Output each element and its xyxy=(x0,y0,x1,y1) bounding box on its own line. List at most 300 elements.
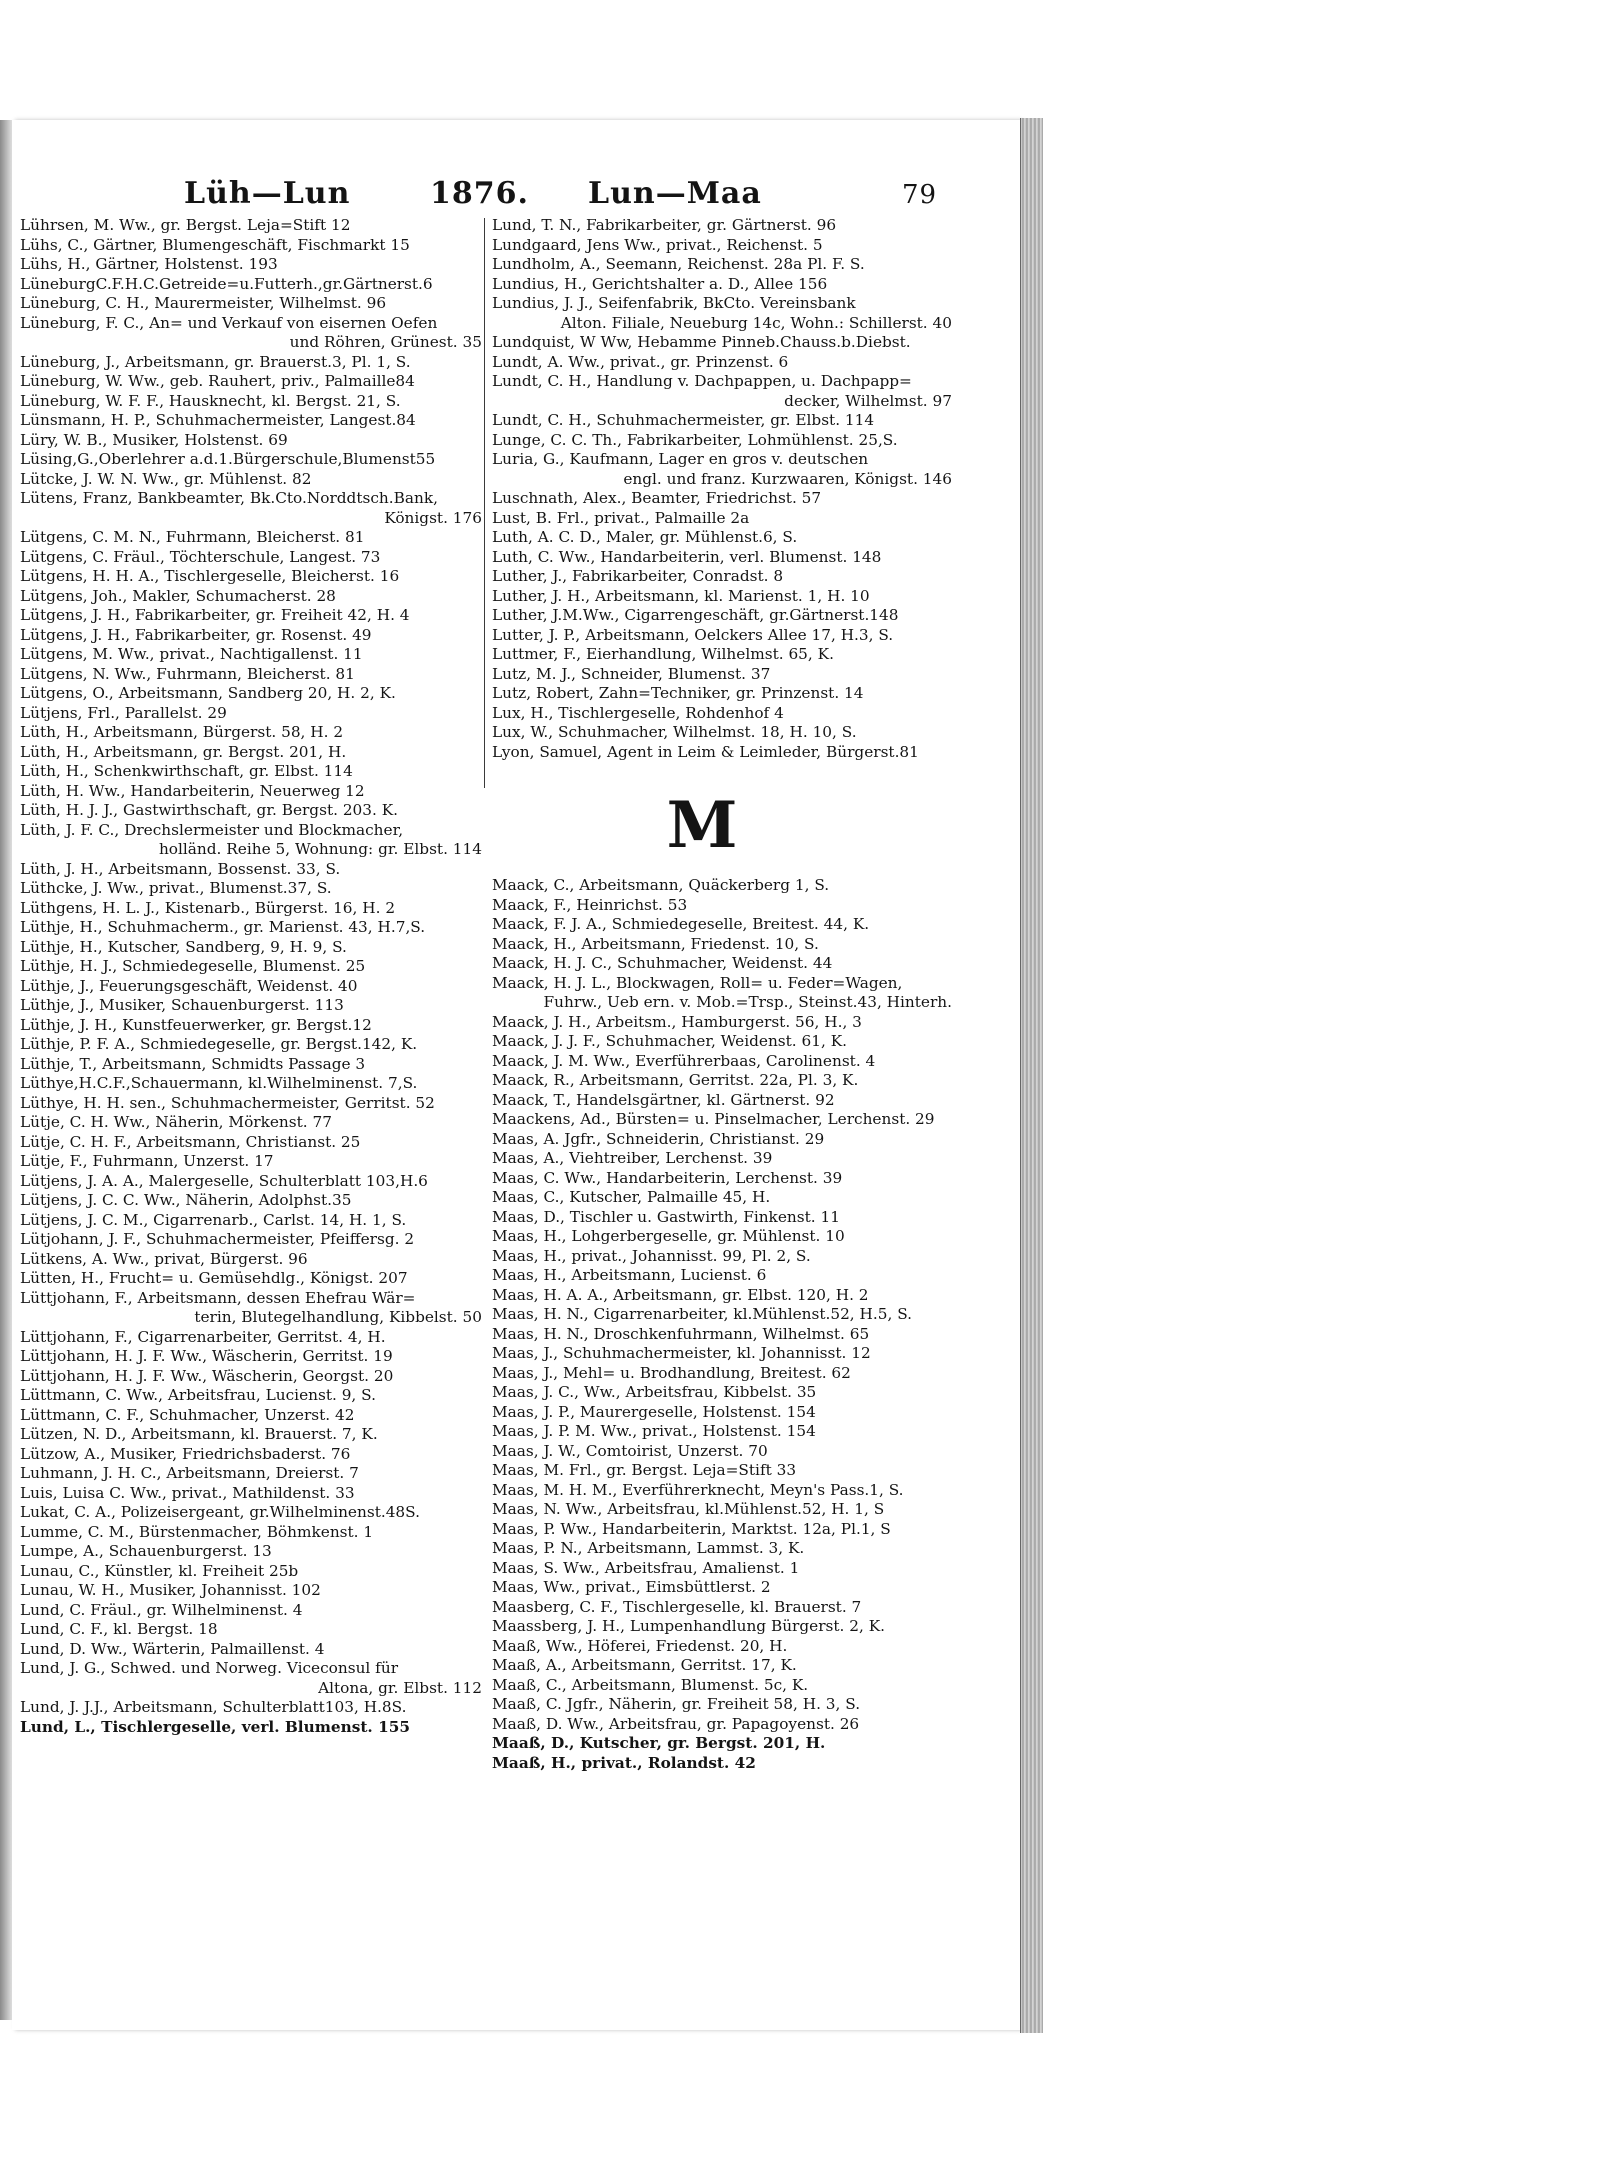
entry-text: Lütje, C. H. Ww., Näherin, Mörkenst. 77 xyxy=(20,1113,332,1131)
directory-entry xyxy=(492,723,952,743)
directory-entry xyxy=(492,1715,952,1735)
directory-entry xyxy=(492,275,952,295)
directory-entry xyxy=(20,1250,482,1270)
directory-entry xyxy=(20,762,482,782)
entry-text: Lüry, W. B., Musiker, Holstenst. 69 xyxy=(20,430,288,449)
entry-text: Lutz, M. J., Schneider, Blumenst. 37 xyxy=(492,664,771,683)
entry-text: Maas, P. Ww., Handarbeiterin, Marktst. 12a, Pl.1, S xyxy=(492,1519,891,1538)
entry-text: Lundt, C. H., Handlung v. Dachpappen, u. Dachpapp= xyxy=(492,372,912,390)
entry-text: Lumpe, A., Schauenburgerst. 13 xyxy=(20,1542,272,1560)
directory-entry xyxy=(20,1581,482,1601)
entry-text: Lüthgens, H. L. J., Kistenarb., Bürgerst. 16, H. 2 xyxy=(20,898,396,917)
directory-entry xyxy=(20,645,482,665)
entry-text: Lüsing,G.,Oberlehrer a.d.1.Bürgerschule,Blumenst55 xyxy=(20,450,436,468)
directory-entry xyxy=(20,977,482,997)
directory-entry xyxy=(492,1383,952,1403)
entry-text: Maas, J. P., Maurergeselle, Holstenst. 154 xyxy=(492,1402,816,1421)
entry-text: Lütgens, H. H. A., Tischlergeselle, Bleicherst. 16 xyxy=(20,567,400,585)
directory-entry xyxy=(20,392,482,412)
entry-text: Lund, L., Tischlergeselle, verl. Blumenst. 155 xyxy=(20,1717,411,1736)
directory-entry xyxy=(20,743,482,763)
entry-text: Lunge, C. C. Th., Fabrikarbeiter, Lohmühlenst. 25,S. xyxy=(492,430,898,449)
entry-text: Lüthje, H. J., Schmiedegeselle, Blumenst. 25 xyxy=(20,957,366,975)
directory-entry xyxy=(492,216,952,236)
directory-entry xyxy=(20,1113,482,1133)
entry-text: Lütgens, N. Ww., Fuhrmann, Bleicherst. 81 xyxy=(20,664,355,683)
entry-text: Lüttjohann, H. J. F. Ww., Wäscherin, Georgst. 20 xyxy=(20,1366,394,1385)
directory-entry xyxy=(20,411,482,431)
entry-text: Lütens, Franz, Bankbeamter, Bk.Cto.Norddtsch.Bank, xyxy=(20,489,438,507)
entry-text: Lühs, H., Gärtner, Holstenst. 193 xyxy=(20,255,278,273)
entry-text: Lüneburg, W. F. F., Hausknecht, kl. Bergst. 21, S. xyxy=(20,391,401,410)
directory-entry xyxy=(492,896,952,916)
directory-entry xyxy=(492,548,952,568)
directory-entry xyxy=(20,1659,482,1698)
entry-text: Lüttjohann, F., Arbeitsmann, dessen Ehefrau Wär= xyxy=(20,1288,416,1307)
directory-entry xyxy=(492,1578,952,1598)
entry-text: Lüthje, J. H., Kunstfeuerwerker, gr. Bergst.12 xyxy=(20,1015,372,1034)
directory-entry xyxy=(492,1656,952,1676)
directory-entry xyxy=(20,1601,482,1621)
directory-entry xyxy=(20,1152,482,1172)
entry-text: Lütkens, A. Ww., privat, Bürgerst. 96 xyxy=(20,1249,308,1268)
entry-text: Maack, H., Arbeitsmann, Friedenst. 10, S. xyxy=(492,934,819,953)
directory-entry xyxy=(20,684,482,704)
entry-text: Luis, Luisa C. Ww., privat., Mathildenst. 33 xyxy=(20,1483,355,1502)
directory-entry xyxy=(492,935,952,955)
directory-entry xyxy=(20,821,482,860)
entry-text: Lüth, J. H., Arbeitsmann, Bossenst. 33, S. xyxy=(20,859,341,878)
directory-entry xyxy=(492,684,952,704)
directory-entry xyxy=(20,957,482,977)
directory-entry xyxy=(492,1754,952,1774)
directory-entry xyxy=(20,723,482,743)
entry-text: Lütje, F., Fuhrmann, Unzerst. 17 xyxy=(20,1152,274,1170)
directory-entry xyxy=(20,1172,482,1192)
entry-text: LüneburgC.F.H.C.Getreide=u.Futterh.,gr.Gärtnerst.6 xyxy=(20,274,433,293)
directory-entry xyxy=(492,236,952,256)
entry-text: Lüthcke, J. Ww., privat., Blumenst.37, S. xyxy=(20,879,332,897)
directory-entry xyxy=(20,1191,482,1211)
directory-entry xyxy=(20,1035,482,1055)
directory-entry xyxy=(20,704,482,724)
directory-entry xyxy=(20,587,482,607)
directory-entry xyxy=(492,1286,952,1306)
entry-text: Lüthje, H., Kutscher, Sandberg, 9, H. 9, S. xyxy=(20,937,347,956)
directory-entry xyxy=(492,915,952,935)
entry-text: Lüttjohann, H. J. F. Ww., Wäscherin, Gerritst. 19 xyxy=(20,1347,393,1365)
entry-text: Lundt, A. Ww., privat., gr. Prinzenst. 6 xyxy=(492,352,789,371)
directory-entry xyxy=(492,489,952,509)
directory-entry xyxy=(20,1230,482,1250)
directory-entry xyxy=(20,1698,482,1718)
directory-entry xyxy=(492,704,952,724)
directory-entry xyxy=(492,1520,952,1540)
entry-text: Lüthje, P. F. A., Schmiedegeselle, gr. Bergst.142, K. xyxy=(20,1035,418,1053)
entry-text: Lünsmann, H. P., Schuhmachermeister, Langest.84 xyxy=(20,411,416,429)
directory-entry xyxy=(20,1367,482,1387)
directory-entry xyxy=(492,1052,952,1072)
entry-text: Luschnath, Alex., Beamter, Friedrichst. 57 xyxy=(492,489,822,507)
directory-entry xyxy=(492,1208,952,1228)
header-year: 1876. xyxy=(430,176,529,211)
entry-text: Maaß, C. Jgfr., Näherin, gr. Freiheit 58, H. 3, S. xyxy=(492,1695,861,1713)
directory-entry xyxy=(20,1328,482,1348)
directory-entry xyxy=(492,665,952,685)
entry-text: Lundius, J. J., Seifenfabrik, BkCto. Vereinsbank xyxy=(492,294,856,312)
entry-text: Maas, J., Mehl= u. Brodhandlung, Breitest. 62 xyxy=(492,1363,851,1382)
entry-text: Lütgens, C. M. N., Fuhrmann, Bleicherst. 81 xyxy=(20,528,365,546)
entry-text: Lundt, C. H., Schuhmachermeister, gr. Elbst. 114 xyxy=(492,411,875,429)
directory-entry xyxy=(492,1227,952,1247)
directory-entry xyxy=(20,1094,482,1114)
directory-entry xyxy=(20,1523,482,1543)
directory-entry xyxy=(20,470,482,490)
entry-text: Maas, P. N., Arbeitsmann, Lammst. 3, K. xyxy=(492,1539,805,1557)
entry-text: Lütjens, Frl., Parallelst. 29 xyxy=(20,703,227,722)
directory-entry xyxy=(20,216,482,236)
entry-text: Lundquist, W Ww, Hebamme Pinneb.Chauss.b.Diebst. xyxy=(492,333,911,351)
entry-text: Maas, Ww., privat., Eimsbüttlerst. 2 xyxy=(492,1578,771,1596)
entry-text: Lütjohann, J. F., Schuhmachermeister, Pfeiffersg. 2 xyxy=(20,1230,415,1248)
entry-text: Lühs, C., Gärtner, Blumengeschäft, Fischmarkt 15 xyxy=(20,235,410,254)
entry-text: Lundholm, A., Seemann, Reichenst. 28a Pl. F. S. xyxy=(492,255,865,273)
entry-text: Lundius, H., Gerichtshalter a. D., Allee 156 xyxy=(492,274,828,293)
entry-text: Luther, J.M.Ww., Cigarrengeschäft, gr.Gärtnerst.148 xyxy=(492,606,899,624)
entry-text: Lützen, N. D., Arbeitsmann, kl. Brauerst. 7, K. xyxy=(20,1425,378,1443)
directory-entry xyxy=(492,1637,952,1657)
entry-text: Lüthje, T., Arbeitsmann, Schmidts Passage 3 xyxy=(20,1054,366,1073)
directory-entry xyxy=(20,1347,482,1367)
directory-entry xyxy=(20,606,482,626)
directory-entry xyxy=(20,665,482,685)
directory-entry xyxy=(492,450,952,489)
directory-entry xyxy=(492,1149,952,1169)
directory-entry xyxy=(20,1640,482,1660)
page-edge xyxy=(1020,118,1043,2033)
directory-entry xyxy=(492,645,952,665)
entry-text: Lüneburg, F. C., An= und Verkauf von eisernen Oefen xyxy=(20,313,438,332)
entry-text: Lütjens, J. C. M., Cigarrenarb., Carlst. 14, H. 1, S. xyxy=(20,1210,407,1229)
entry-text: Maas, J., Schuhmachermeister, kl. Johannisst. 12 xyxy=(492,1344,871,1362)
directory-entry xyxy=(492,1169,952,1189)
directory-entry xyxy=(20,255,482,275)
entry-text: Luth, C. Ww., Handarbeiterin, verl. Blumenst. 148 xyxy=(492,547,882,566)
entry-text: Maack, J. J. F., Schuhmacher, Weidenst. 61, K. xyxy=(492,1032,847,1050)
directory-entry xyxy=(20,372,482,392)
directory-entry xyxy=(492,1325,952,1345)
entry-text: Lux, H., Tischlergeselle, Rohdenhof 4 xyxy=(492,703,784,722)
directory-entry xyxy=(492,1305,952,1325)
directory-entry xyxy=(20,1269,482,1289)
entry-text: Maas, M. Frl., gr. Bergst. Leja=Stift 33 xyxy=(492,1461,797,1479)
entry-text: Maas, J. W., Comtoirist, Unzerst. 70 xyxy=(492,1441,768,1460)
entry-text: Maackens, Ad., Bürsten= u. Pinselmacher, Lerchenst. 29 xyxy=(492,1110,935,1128)
entry-text: Lund, J. J.J., Arbeitsmann, Schulterblatt103, H.8S. xyxy=(20,1698,407,1716)
directory-entry xyxy=(492,1344,952,1364)
directory-entry xyxy=(492,431,952,451)
entry-text: Lund, J. G., Schwed. und Norweg. Viceconsul für xyxy=(20,1659,398,1677)
entry-text: Lüth, H. J. J., Gastwirthschaft, gr. Bergst. 203. K. xyxy=(20,801,399,819)
directory-entry xyxy=(492,1734,952,1754)
entry-text: Luhmann, J. H. C., Arbeitsmann, Dreierst. 7 xyxy=(20,1464,359,1482)
entry-text: Maaß, H., privat., Rolandst. 42 xyxy=(492,1753,756,1772)
directory-entry xyxy=(492,1266,952,1286)
entry-text: Lüttmann, C. F., Schuhmacher, Unzerst. 42 xyxy=(20,1405,355,1424)
directory-entry xyxy=(492,411,952,431)
directory-entry xyxy=(20,860,482,880)
directory-entry xyxy=(20,1406,482,1426)
entry-text: Maas, N. Ww., Arbeitsfrau, kl.Mühlenst.52, H. 1, S xyxy=(492,1500,885,1518)
entry-text: Lüth, J. F. C., Drechslermeister und Blockmacher, xyxy=(20,820,404,839)
entry-text: Lütjens, J. C. C. Ww., Näherin, Adolphst.35 xyxy=(20,1191,352,1209)
directory-entry xyxy=(492,509,952,529)
entry-continuation: decker, Wilhelmst. 97 xyxy=(784,391,952,410)
entry-text: Maas, H. A. A., Arbeitsmann, gr. Elbst. 120, H. 2 xyxy=(492,1285,869,1304)
entry-text: Luth, A. C. D., Maler, gr. Mühlenst.6, S. xyxy=(492,528,798,546)
directory-entry xyxy=(492,1032,952,1052)
entry-text: Lund, T. N., Fabrikarbeiter, gr. Gärtnerst. 96 xyxy=(492,216,837,234)
entry-text: Lundgaard, Jens Ww., privat., Reichenst. 5 xyxy=(492,235,823,254)
entry-text: Lührsen, M. Ww., gr. Bergst. Leja=Stift 12 xyxy=(20,216,351,234)
entry-text: Maas, H., Arbeitsmann, Lucienst. 6 xyxy=(492,1266,767,1284)
entry-text: Maack, T., Handelsgärtner, kl. Gärtnerst. 92 xyxy=(492,1090,835,1109)
entry-text: Maack, J. M. Ww., Everführerbaas, Carolinenst. 4 xyxy=(492,1051,876,1070)
entry-text: Lütgens, J. H., Fabrikarbeiter, gr. Freiheit 42, H. 4 xyxy=(20,606,410,624)
directory-entry xyxy=(492,626,952,646)
directory-entry xyxy=(20,236,482,256)
entry-continuation: engl. und franz. Kurzwaaren, Königst. 146 xyxy=(623,469,952,488)
entry-text: Lüttjohann, F., Cigarrenarbeiter, Gerritst. 4, H. xyxy=(20,1327,386,1346)
entry-text: Lütjens, J. A. A., Malergeselle, Schulterblatt 103,H.6 xyxy=(20,1171,428,1190)
entry-text: Maack, C., Arbeitsmann, Quäckerberg 1, S. xyxy=(492,876,830,894)
page-number: 79 xyxy=(902,180,938,210)
entry-text: Maas, C., Kutscher, Palmaille 45, H. xyxy=(492,1188,771,1206)
entry-continuation: und Röhren, Grünest. 35 xyxy=(289,333,482,351)
entry-text: Maaß, C., Arbeitsmann, Blumenst. 5c, K. xyxy=(492,1675,809,1694)
entry-text: Maack, F. J. A., Schmiedegeselle, Breitest. 44, K. xyxy=(492,915,870,933)
directory-entry xyxy=(20,1211,482,1231)
entry-text: Lüttmann, C. Ww., Arbeitsfrau, Lucienst. 9, S. xyxy=(20,1386,376,1404)
entry-text: Lux, W., Schuhmacher, Wilhelmst. 18, H. 10, S. xyxy=(492,723,857,741)
entry-text: Maas, A. Jgfr., Schneiderin, Christianst. 29 xyxy=(492,1129,825,1148)
directory-entry xyxy=(492,1013,952,1033)
entry-text: Lütgens, Joh., Makler, Schumacherst. 28 xyxy=(20,586,336,605)
directory-entry xyxy=(20,1620,482,1640)
entry-text: Lütgens, M. Ww., privat., Nachtigallenst. 11 xyxy=(20,645,363,663)
entry-text: Lüth, H., Arbeitsmann, Bürgerst. 58, H. 2 xyxy=(20,723,344,741)
directory-entry xyxy=(20,1445,482,1465)
entry-continuation: Fuhrw., Ueb ern. v. Mob.=Trsp., Steinst.43, Hinterh. xyxy=(543,993,952,1011)
directory-entry xyxy=(492,1364,952,1384)
directory-entry xyxy=(492,1071,952,1091)
entry-text: Lutter, J. P., Arbeitsmann, Oelckers Allee 17, H.3, S. xyxy=(492,625,894,644)
directory-entry xyxy=(20,918,482,938)
directory-entry xyxy=(20,275,482,295)
entry-text: Maas, D., Tischler u. Gastwirth, Finkenst. 11 xyxy=(492,1207,840,1226)
entry-text: Maas, J. C., Ww., Arbeitsfrau, Kibbelst. 35 xyxy=(492,1383,817,1401)
directory-entry xyxy=(492,567,952,587)
entry-text: Lust, B. Frl., privat., Palmaille 2a xyxy=(492,508,750,527)
directory-entry xyxy=(20,1542,482,1562)
entry-text: Lüthye,H.C.F.,Schauermann, kl.Wilhelminenst. 7,S. xyxy=(20,1074,418,1092)
entry-continuation: Alton. Filiale, Neueburg 14c, Wohn.: Schillerst. 40 xyxy=(560,313,952,332)
column-divider xyxy=(484,218,485,788)
directory-entry xyxy=(20,899,482,919)
header-left-range: Lüh—Lun xyxy=(184,176,351,211)
entry-text: Lumme, C. M., Bürstenmacher, Böhmkenst. 1 xyxy=(20,1522,374,1541)
right-column-entries-lun xyxy=(492,216,952,762)
directory-entry xyxy=(492,333,952,353)
entry-text: Lütgens, C. Fräul., Töchterschule, Langest. 73 xyxy=(20,547,381,566)
entry-text: Lund, C. Fräul., gr. Wilhelminenst. 4 xyxy=(20,1600,303,1619)
directory-entry xyxy=(20,782,482,802)
left-column xyxy=(20,216,482,1737)
directory-entry xyxy=(20,626,482,646)
entry-continuation: holländ. Reihe 5, Wohnung: gr. Elbst. 114 xyxy=(158,840,482,858)
entry-continuation: terin, Blutegelhandlung, Kibbelst. 50 xyxy=(194,1308,482,1326)
directory-entry xyxy=(20,548,482,568)
directory-entry xyxy=(492,1539,952,1559)
right-column-entries-maa xyxy=(492,876,952,1773)
entry-continuation: Altona, gr. Elbst. 112 xyxy=(318,1678,482,1697)
entry-text: Lunau, C., Künstler, kl. Freiheit 25b xyxy=(20,1561,299,1580)
entry-text: Lüneburg, C. H., Maurermeister, Wilhelmst. 96 xyxy=(20,294,387,312)
entry-text: Maas, C. Ww., Handarbeiterin, Lerchenst. 39 xyxy=(492,1168,843,1187)
entry-text: Lüthye, H. H. sen., Schuhmachermeister, Gerritst. 52 xyxy=(20,1093,435,1112)
directory-entry xyxy=(20,431,482,451)
entry-text: Maas, M. H. M., Everführerknecht, Meyn's Pass.1, S. xyxy=(492,1480,904,1499)
entry-text: Maaß, D. Ww., Arbeitsfrau, gr. Papagoyenst. 26 xyxy=(492,1714,860,1733)
directory-entry xyxy=(492,743,952,763)
entry-text: Maas, J. P. M. Ww., privat., Holstenst. 154 xyxy=(492,1422,816,1440)
directory-entry xyxy=(492,1422,952,1442)
entry-text: Lütten, H., Frucht= u. Gemüsehdlg., Königst. 207 xyxy=(20,1269,408,1287)
directory-entry xyxy=(20,489,482,528)
directory-entry xyxy=(492,974,952,1013)
entry-text: Maack, H. J. L., Blockwagen, Roll= u. Feder=Wagen, xyxy=(492,973,903,992)
entry-text: Luther, J. H., Arbeitsmann, kl. Marienst. 1, H. 10 xyxy=(492,586,870,605)
directory-entry xyxy=(20,353,482,373)
directory-entry xyxy=(492,876,952,896)
directory-entry xyxy=(492,1188,952,1208)
entry-text: Lütje, C. H. F., Arbeitsmann, Christianst. 25 xyxy=(20,1132,361,1151)
entry-text: Lukat, C. A., Polizeisergeant, gr.Wilhelminenst.48S. xyxy=(20,1503,420,1521)
directory-entry xyxy=(492,528,952,548)
directory-entry xyxy=(20,996,482,1016)
directory-entry xyxy=(492,1598,952,1618)
entry-text: Maack, R., Arbeitsmann, Gerritst. 22a, Pl. 3, K. xyxy=(492,1071,859,1089)
directory-entry xyxy=(20,1503,482,1523)
directory-entry xyxy=(492,1110,952,1130)
entry-continuation: Königst. 176 xyxy=(384,508,482,527)
directory-entry xyxy=(20,528,482,548)
entry-text: Lüth, H., Arbeitsmann, gr. Bergst. 201, H. xyxy=(20,742,347,761)
directory-entry xyxy=(20,1074,482,1094)
entry-text: Maas, H., privat., Johannisst. 99, Pl. 2, S. xyxy=(492,1246,811,1265)
entry-text: Lütgens, O., Arbeitsmann, Sandberg 20, H. 2, K. xyxy=(20,684,396,702)
entry-text: Lüthje, H., Schuhmacherm., gr. Marienst. 43, H.7,S. xyxy=(20,918,426,936)
entry-text: Maaß, Ww., Höferei, Friedenst. 20, H. xyxy=(492,1636,788,1655)
directory-entry xyxy=(20,1484,482,1504)
entry-text: Lüneburg, W. Ww., geb. Rauhert, priv., Palmaille84 xyxy=(20,372,415,390)
entry-text: Maaß, D., Kutscher, gr. Bergst. 201, H. xyxy=(492,1734,826,1752)
directory-entry xyxy=(20,1464,482,1484)
directory-entry xyxy=(492,1091,952,1111)
header-right-range: Lun—Maa xyxy=(588,176,762,211)
directory-entry xyxy=(492,1559,952,1579)
directory-entry xyxy=(20,314,482,353)
directory-entry xyxy=(492,1130,952,1150)
directory-entry xyxy=(20,1016,482,1036)
directory-entry xyxy=(20,1386,482,1406)
entry-text: Luria, G., Kaufmann, Lager en gros v. deutschen xyxy=(492,450,869,468)
entry-text: Maack, F., Heinrichst. 53 xyxy=(492,895,688,914)
directory-entry xyxy=(492,1481,952,1501)
directory-entry xyxy=(492,294,952,333)
directory-entry xyxy=(492,1442,952,1462)
entry-text: Maaß, A., Arbeitsmann, Gerritst. 17, K. xyxy=(492,1656,797,1674)
entry-text: Luther, J., Fabrikarbeiter, Conradst. 8 xyxy=(492,567,784,585)
directory-entry xyxy=(492,372,952,411)
directory-entry xyxy=(20,294,482,314)
entry-text: Maack, H. J. C., Schuhmacher, Weidenst. 44 xyxy=(492,954,833,972)
entry-text: Lütgens, J. H., Fabrikarbeiter, gr. Rosenst. 49 xyxy=(20,625,372,644)
entry-text: Lüthje, J., Musiker, Schauenburgerst. 113 xyxy=(20,996,344,1014)
directory-entry xyxy=(20,1133,482,1153)
entry-text: Maasberg, C. F., Tischlergeselle, kl. Brauerst. 7 xyxy=(492,1597,862,1616)
entry-text: Lund, D. Ww., Wärterin, Palmaillenst. 4 xyxy=(20,1639,325,1658)
directory-entry xyxy=(20,879,482,899)
entry-text: Lyon, Samuel, Agent in Leim & Leimleder, Bürgerst.81 xyxy=(492,742,919,761)
entry-text: Lunau, W. H., Musiker, Johannisst. 102 xyxy=(20,1581,321,1599)
directory-entry xyxy=(492,587,952,607)
entry-text: Maas, H., Lohgerbergeselle, gr. Mühlenst. 10 xyxy=(492,1227,845,1245)
entry-text: Lüneburg, J., Arbeitsmann, gr. Brauerst.3, Pl. 1, S. xyxy=(20,352,411,371)
directory-entry xyxy=(492,1617,952,1637)
directory-entry xyxy=(20,1425,482,1445)
right-column xyxy=(492,216,952,1773)
section-letter: M xyxy=(666,788,738,863)
directory-entry xyxy=(492,1403,952,1423)
directory-entry xyxy=(20,1718,482,1738)
entry-text: Maack, J. H., Arbeitsm., Hamburgerst. 56, H., 3 xyxy=(492,1012,862,1031)
directory-entry xyxy=(492,1247,952,1267)
entry-text: Maas, H. N., Cigarrenarbeiter, kl.Mühlenst.52, H.5, S. xyxy=(492,1305,912,1323)
directory-entry xyxy=(20,1562,482,1582)
entry-text: Maas, A., Viehtreiber, Lerchenst. 39 xyxy=(492,1149,773,1167)
directory-entry xyxy=(20,938,482,958)
entry-text: Maas, S. Ww., Arbeitsfrau, Amalienst. 1 xyxy=(492,1558,800,1577)
entry-text: Maassberg, J. H., Lumpenhandlung Bürgerst. 2, K. xyxy=(492,1617,885,1635)
directory-entry xyxy=(20,450,482,470)
entry-text: Lütcke, J. W. N. Ww., gr. Mühlenst. 82 xyxy=(20,469,312,488)
directory-entry xyxy=(492,606,952,626)
directory-entry xyxy=(492,1461,952,1481)
directory-entry xyxy=(20,1289,482,1328)
directory-entry xyxy=(492,1500,952,1520)
entry-text: Lüth, H. Ww., Handarbeiterin, Neuerweg 12 xyxy=(20,781,365,800)
directory-entry xyxy=(20,1055,482,1075)
directory-entry xyxy=(492,1676,952,1696)
entry-text: Lüthje, J., Feuerungsgeschäft, Weidenst. 40 xyxy=(20,976,358,995)
directory-entry xyxy=(492,255,952,275)
entry-text: Lützow, A., Musiker, Friedrichsbaderst. 76 xyxy=(20,1444,351,1463)
entry-text: Luttmer, F., Eierhandlung, Wilhelmst. 65, K. xyxy=(492,645,834,663)
directory-entry xyxy=(492,1695,952,1715)
entry-text: Maas, H. N., Droschkenfuhrmann, Wilhelmst. 65 xyxy=(492,1324,870,1343)
entry-text: Lund, C. F., kl. Bergst. 18 xyxy=(20,1620,218,1638)
